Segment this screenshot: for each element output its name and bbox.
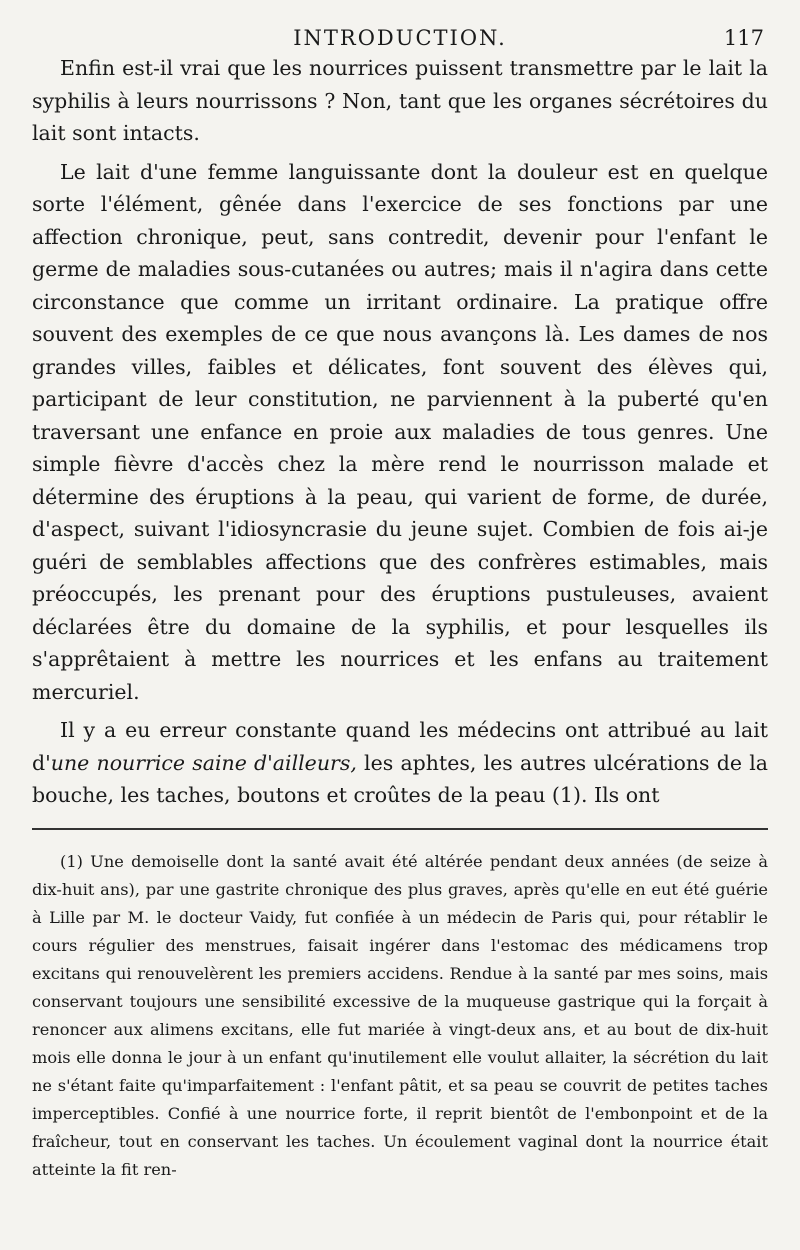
page-number: 117 xyxy=(723,26,764,50)
running-title: INTRODUCTION. xyxy=(293,26,507,50)
paragraph-3-italic: une nourrice saine d'ailleurs, xyxy=(50,750,357,775)
footnote-text: (1) Une demoiselle dont la santé avait été altérée pendant deux années (de seize à dix-huit ans), par une gastrite chronique des plus graves, après qu'elle en eut été guérie à Lille par M. le docteur Vaidy, fut confiée à un médecin de Paris qui, pour rétablir le cours régulier des menstrues, faisait ingérer dans l'estomac des médicamens trop excitans qui renouvelèrent les premiers accidens. Rendue à la santé par mes soins, mais conservant toujours une sensibilité excessive de la muqueuse gastrique qui la forçait à renoncer aux alimens excitans, elle fut mariée à vingt-deux ans, et au bout de dix-huit mois elle donna le jour à un enfant qu'inutilement elle voulut allaiter, la sécrétion du lait ne s'étant faite qu'imparfaitement : l'enfant pâtit, et sa peau se couvrit de petites taches imperceptibles. Confié à une nourrice forte, il reprit bientôt de l'embonpoint et de la fraîcheur, tout en conservant les taches. Un écoulement vaginal dont la nourrice était atteinte la fit ren- xyxy=(32,851,768,1179)
paragraph-3-end: les aphtes, les autres ulcérations de la bouche, les taches, boutons et croûtes de la peau (1). Ils ont xyxy=(32,750,768,807)
main-text xyxy=(32,52,768,812)
paragraph-1: Enfin est-il vrai que les nourrices puissent transmettre par le lait la syphilis à leurs nourrissons ? Non, tant que les organes sécrétoires du lait sont intacts. xyxy=(32,56,768,145)
paragraph-3 xyxy=(32,714,768,812)
footnote-rule xyxy=(32,828,768,830)
running-head xyxy=(32,18,768,52)
footnote xyxy=(32,848,768,1184)
paragraph-3-start: Il y a eu erreur constante quand les médecins ont attribué au lait d' xyxy=(32,718,768,775)
paragraph-2: Le lait d'une femme languissante dont la douleur est en quelque sorte l'élément, gênée dans l'exercice de ses fonctions par une affection chronique, peut, sans contredit, devenir pour l'enfant le germe de maladies sous-cutanées ou autres; mais il n'agira dans cette circonstance que comme un irritant ordinaire. La pratique offre souvent des exemples de ce que nous avançons là. Les dames de nos grandes villes, faibles et délicates, font souvent des élèves qui, participant de leur constitution, ne parviennent à la puberté qu'en traversant une enfance en proie aux maladies de tous genres. Une simple fièvre d'accès chez la mère rend le nourrisson malade et détermine des éruptions à la peau, qui varient de forme, de durée, d'aspect, suivant l'idiosyncrasie du jeune sujet. Combien de fois ai-je guéri de semblables affections que des confrères estimables, mais préoccupés, les prenant pour des éruptions pustuleuses, avaient déclarées être du domaine de la syphilis, et pour lesquelles ils s'apprêtaient à mettre les nourrices et les enfans au traitement mercuriel. xyxy=(32,159,768,704)
